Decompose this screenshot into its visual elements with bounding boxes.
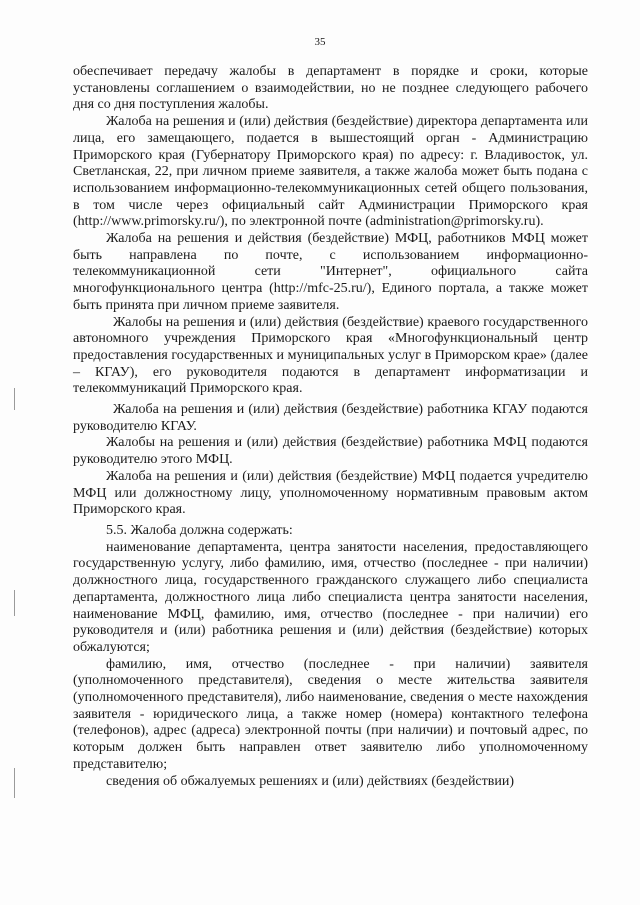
scan-edge-mark	[14, 388, 15, 410]
paragraph-complaint-mfc-worker: Жалобы на решения и (или) действия (бездействие) работника МФЦ подаются руководителю этого МФЦ.	[73, 435, 588, 468]
paragraph-complaint-kgau-worker: Жалоба на решения и (или) действия (бездействие) работника КГАУ подаются руководителю КГАУ.	[73, 402, 588, 434]
paragraph-complaint-mfc: Жалоба на решения и действия (бездействие) МФЦ, работников МФЦ может быть направлена по почте, с использованием информационно-телекоммуникационной сети "Интернет", официального сайта многофункционального центра (http://mfc-25.ru/), Единого портала, а также может быть принята при личном приеме заявителя.	[73, 231, 588, 313]
paragraph-complaint-director: Жалоба на решения и (или) действия (бездействие) директора департамента или лица, его замещающего, подается в вышестоящий орган - Администрацию Приморского края (Губернатору Приморского края) по адресу: г. Владивосток, ул. Светланская, 22, при личном приеме заявителя, а также жалоба может быть подана с использованием информационно-телекоммуникационных сетей общего пользования, в том числе через официальный сайт Администрации Приморского края (http://www.primorsky.ru/), по электронной почте (administration@primorsky.ru).	[73, 114, 588, 230]
paragraph-requirement-name: наименование департамента, центра занятости населения, предоставляющего государственную услугу, либо фамилию, имя, отчество (последнее - при наличии) должностного лица, государственного гражданского служащего либо специалиста департамента, должностного лица либо специалиста центра занятости населения, наименование МФЦ, фамилию, имя, отчество (последнее - при наличии) его руководителя и (или) работника решения и (или) действия (бездействие) которых обжалуются;	[73, 539, 588, 655]
scan-edge-mark	[14, 590, 15, 616]
paragraph-complaint-kgau: Жалобы на решения и (или) действия (бездействие) краевого государственного автономного учреждения Приморского края «Многофункциональный центр предоставления государственных и муниципальных услуг в Приморском крае» (далее – КГАУ), его руководителя подаются в департамент информатизации и телекоммуникаций Приморского края.	[73, 314, 588, 397]
document-body	[73, 64, 588, 790]
paragraph-requirement-decisions: сведения об обжалуемых решениях и (или) действиях (бездействии)	[106, 773, 515, 789]
paragraph-continuation: обеспечивает передачу жалобы в департамент в порядке и сроки, которые установлены соглашением о взаимодействии, но не позднее следующего рабочего дня со дня поступления жалобы.	[73, 64, 588, 113]
paragraph-complaint-mfc-founder: Жалоба на решения и (или) действия (бездействие) МФЦ подается учредителю МФЦ или должностному лицу, уполномоченному нормативным правовым актом Приморского края.	[73, 468, 588, 518]
page-number: 35	[314, 36, 326, 48]
scan-edge-mark	[14, 768, 15, 798]
section-heading-5-5: 5.5. Жалоба должна содержать:	[106, 522, 293, 538]
paragraph-requirement-applicant: фамилию, имя, отчество (последнее - при наличии) заявителя (уполномоченного представителя), сведения о месте жительства заявителя (уполномоченного представителя), либо наименование, сведения о месте нахождения заявителя - юридического лица, а также номер (номера) контактного телефона (телефонов), адрес (адреса) электронной почты (при наличии) и почтовый адрес, по которым должен быть направлен ответ заявителю либо уполномоченному представителю;	[73, 656, 588, 772]
